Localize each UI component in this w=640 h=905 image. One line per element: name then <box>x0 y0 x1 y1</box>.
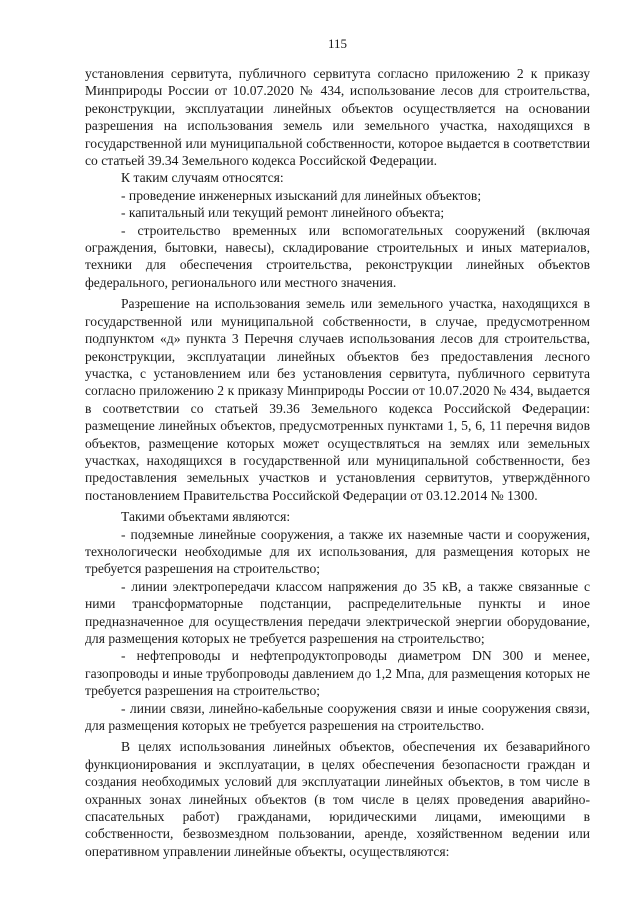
paragraph-continuation: установления сервитута, публичного сервитута согласно приложению 2 к приказу Минприроды России от 10.07.2020 № 434, использование лесов для строительства, реконструкции, эксплуатации линейных объектов осуществляется на основании разрешения на использования земель или земельного участка, находящихся в государственной или муниципальной собственности, которое выдается в соответствии со статьей 39.34 Земельного кодекса Российской Федерации. <box>85 66 590 169</box>
list-item: - линии связи, линейно-кабельные сооружения связи и иные сооружения связи, для размещения которых не требуется разрешения на строительство. <box>85 700 590 734</box>
paragraph-objects-intro: Такими объектами являются: <box>121 509 291 525</box>
list-item: - капитальный или текущий ремонт линейного объекта; <box>121 205 445 221</box>
paragraph-linear-objects-use: В целях использования линейных объектов, обеспечения их безаварийного функционирования и эксплуатации, в целях обеспечения безопасности граждан и создания необходимых условий для эксплуатации линейных объектов, в том числе в охранных зонах линейных объектов (в том числе в целях проведения аварийно-спасательных работ) гражданами, юридическими лицами, имеющими в собственности, безвозмездном пользовании, аренде, хозяйственном ведении или оперативном управлении линейные объекты, осуществляются: <box>85 739 590 859</box>
paragraph-cases-intro: К таким случаям относятся: <box>121 170 284 186</box>
list-item: - строительство временных или вспомогательных сооружений (включая ограждения, бытовки, навесы), складирование строительных и иных материалов, техники для обеспечения строительства, реконструкции линейных объектов федерального, регионального или местного значения. <box>85 222 590 290</box>
list-item: - проведение инженерных изысканий для линейных объектов; <box>121 187 482 203</box>
list-item: - подземные линейные сооружения, а также их наземные части и сооружения, технологически необходимые для их использования, для размещения которых не требуется разрешения на строительство; <box>85 526 590 577</box>
list-item: - линии электропередачи классом напряжения до 35 кВ, а также связанные с ними трансформаторные подстанции, распределительные пункты и иное предназначенное для осуществления передачи электрической энергии оборудование, для размещения которых не требуется разрешения на строительство; <box>85 578 590 646</box>
list-item: - нефтепроводы и нефтепродуктопроводы диаметром DN 300 и менее, газопроводы и иные трубопроводы давлением до 1,2 Мпа, для размещения которых не требуется разрешения на строительство; <box>85 648 590 699</box>
page-number: 115 <box>327 36 348 51</box>
paragraph-permission: Разрешение на использования земель или земельного участка, находящихся в государственной или муниципальной собственности, в случае, предусмотренном подпунктом «д» пункта 3 Перечня случаев использования лесов для строительства, реконструкции, эксплуатации линейных объектов без предоставления лесного участка, с установлением или без установления сервитута, публичного сервитута согласно приложению 2 к приказу Минприроды России от 10.07.2020 № 434, выдается в соответствии со статьей 39.36 Земельного кодекса Российской Федерации: размещение линейных объектов, предусмотренных пунктами 1, 5, 6, 11 перечня видов объектов, размещение которых может осуществляться на землях или земельных участках, находящихся в государственной или муниципальной собственности, без предоставления земельных участков и установления сервитутов, утверждённого постановлением Правительства Российской Федерации от 03.12.2014 № 1300. <box>85 296 590 503</box>
